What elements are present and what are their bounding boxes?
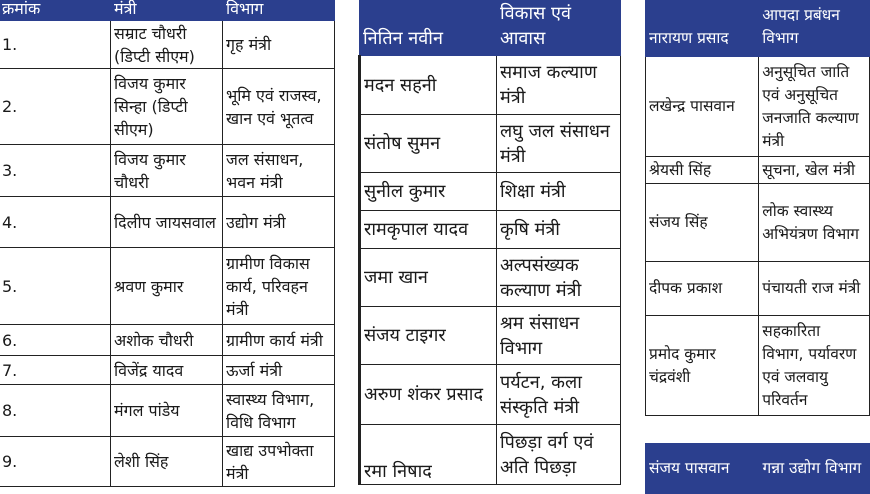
table-row (360, 249, 621, 307)
department-cell: ग्रामीण कार्य मंत्री (223, 325, 335, 356)
minister-cell: प्रमोद कुमार चंद्रवंशी (646, 316, 759, 416)
department-cell: भूमि एवं राजस्व, खान एवं भूतत्व (223, 69, 335, 145)
minister-cell: रामकृपाल यादव (360, 211, 497, 249)
serial-cell: 2. (0, 69, 111, 145)
department-cell: पर्यटन, कला संस्कृति मंत्री (497, 365, 621, 425)
serial-cell: 7. (0, 356, 111, 385)
minister-cell: मंगल पांडेय (111, 385, 223, 437)
table-header (646, 444, 870, 494)
minister-cell: श्रवण कुमार (111, 248, 223, 325)
table-row (360, 56, 621, 115)
minister-cell: संजय सिंह (646, 184, 759, 262)
minister-cell: संजय टाइगर (360, 307, 497, 365)
ministers-table-1 (0, 0, 335, 487)
table-row (360, 173, 621, 211)
table-row (0, 385, 335, 437)
table-row (646, 262, 870, 316)
minister-cell: मदन सहनी (360, 56, 497, 115)
minister-cell: संतोष सुमन (360, 115, 497, 173)
department-cell: खाद्य उपभोक्ता मंत्री (223, 437, 335, 487)
department-cell: उद्योग मंत्री (223, 197, 335, 248)
minister-cell: लेशी सिंह (111, 437, 223, 487)
department-cell: अल्पसंख्यक कल्याण मंत्री (497, 249, 621, 307)
table-row (360, 365, 621, 425)
minister-cell: विजेंद्र यादव (111, 356, 223, 385)
table-row (646, 57, 870, 157)
department-cell: श्रम संसाधन विभाग (497, 307, 621, 365)
minister-header: नारायण प्रसाद (646, 0, 759, 57)
table-row (646, 157, 870, 184)
department-cell: ग्रामीण विकास कार्य, परिवहन मंत्री (223, 248, 335, 325)
department-cell: स्वास्थ्य विभाग, विधि विभाग (223, 385, 335, 437)
table-row (646, 316, 870, 416)
minister-header: संजय पासवान (646, 444, 760, 494)
serial-cell: 1. (0, 21, 111, 69)
minister-cell: श्रेयसी सिंह (646, 157, 759, 184)
department-cell: जल संसाधन, भवन मंत्री (223, 145, 335, 197)
minister-cell: दीपक प्रकाश (646, 262, 759, 316)
table-header (360, 0, 621, 56)
department-cell: ऊर्जा मंत्री (223, 356, 335, 385)
minister-cell: लखेन्द्र पासवान (646, 57, 759, 157)
department-cell: लघु जल संसाधन मंत्री (497, 115, 621, 173)
department-header: गन्ना उद्योग विभाग (759, 444, 869, 494)
ministers-table-2 (358, 0, 621, 485)
table-header (646, 0, 870, 57)
department-cell: अनुसूचित जाति एवं अनुसूचित जनजाति कल्याण मंत्री (759, 57, 870, 157)
table-row (360, 307, 621, 365)
department-cell: सूचना, खेल मंत्री (759, 157, 870, 184)
serial-cell: 5. (0, 248, 111, 325)
table-row (360, 425, 621, 485)
department-cell: कृषि मंत्री (497, 211, 621, 249)
department-cell: पंचायती राज मंत्री (759, 262, 870, 316)
minister-cell: अरुण शंकर प्रसाद (360, 365, 497, 425)
minister-cell: अशोक चौधरी (111, 325, 223, 356)
table-row (0, 145, 335, 197)
column-header: क्रमांक (0, 0, 111, 21)
serial-cell: 8. (0, 385, 111, 437)
serial-cell: 6. (0, 325, 111, 356)
minister-cell: विजय कुमार सिन्हा (डिप्टी सीएम) (111, 69, 223, 145)
minister-cell: रमा निषाद (360, 425, 497, 485)
table-row (0, 248, 335, 325)
table-row (0, 21, 335, 69)
table-header (0, 0, 335, 21)
department-cell: सहकारिता विभाग, पर्यावरण एवं जलवायु परिवर्तन (759, 316, 870, 416)
table-row (360, 211, 621, 249)
ministers-table-4 (645, 443, 870, 494)
department-header: आपदा प्रबंधन विभाग (759, 0, 870, 57)
minister-header: नितिन नवीन (360, 0, 497, 56)
table-row (0, 325, 335, 356)
department-cell: शिक्षा मंत्री (497, 173, 621, 211)
table-row (0, 437, 335, 487)
serial-cell: 3. (0, 145, 111, 197)
table-row (646, 184, 870, 262)
table-row (0, 197, 335, 248)
department-cell: समाज कल्याण मंत्री (497, 56, 621, 115)
department-cell: पिछड़ा वर्ग एवं अति पिछड़ा (497, 425, 621, 485)
department-cell: लोक स्वास्थ्य अभियंत्रण विभाग (759, 184, 870, 262)
serial-cell: 9. (0, 437, 111, 487)
table-row (0, 356, 335, 385)
serial-cell: 4. (0, 197, 111, 248)
column-header: विभाग (223, 0, 335, 21)
department-header: विकास एवं आवास (497, 0, 621, 56)
minister-cell: दिलीप जायसवाल (111, 197, 223, 248)
minister-cell: सुनील कुमार (360, 173, 497, 211)
ministers-table-3 (645, 0, 870, 416)
table-row (360, 115, 621, 173)
minister-cell: विजय कुमार चौधरी (111, 145, 223, 197)
table-row (0, 69, 335, 145)
minister-cell: सम्राट चौधरी (डिप्टी सीएम) (111, 21, 223, 69)
column-header: मंत्री (111, 0, 223, 21)
department-cell: गृह मंत्री (223, 21, 335, 69)
minister-cell: जमा खान (360, 249, 497, 307)
